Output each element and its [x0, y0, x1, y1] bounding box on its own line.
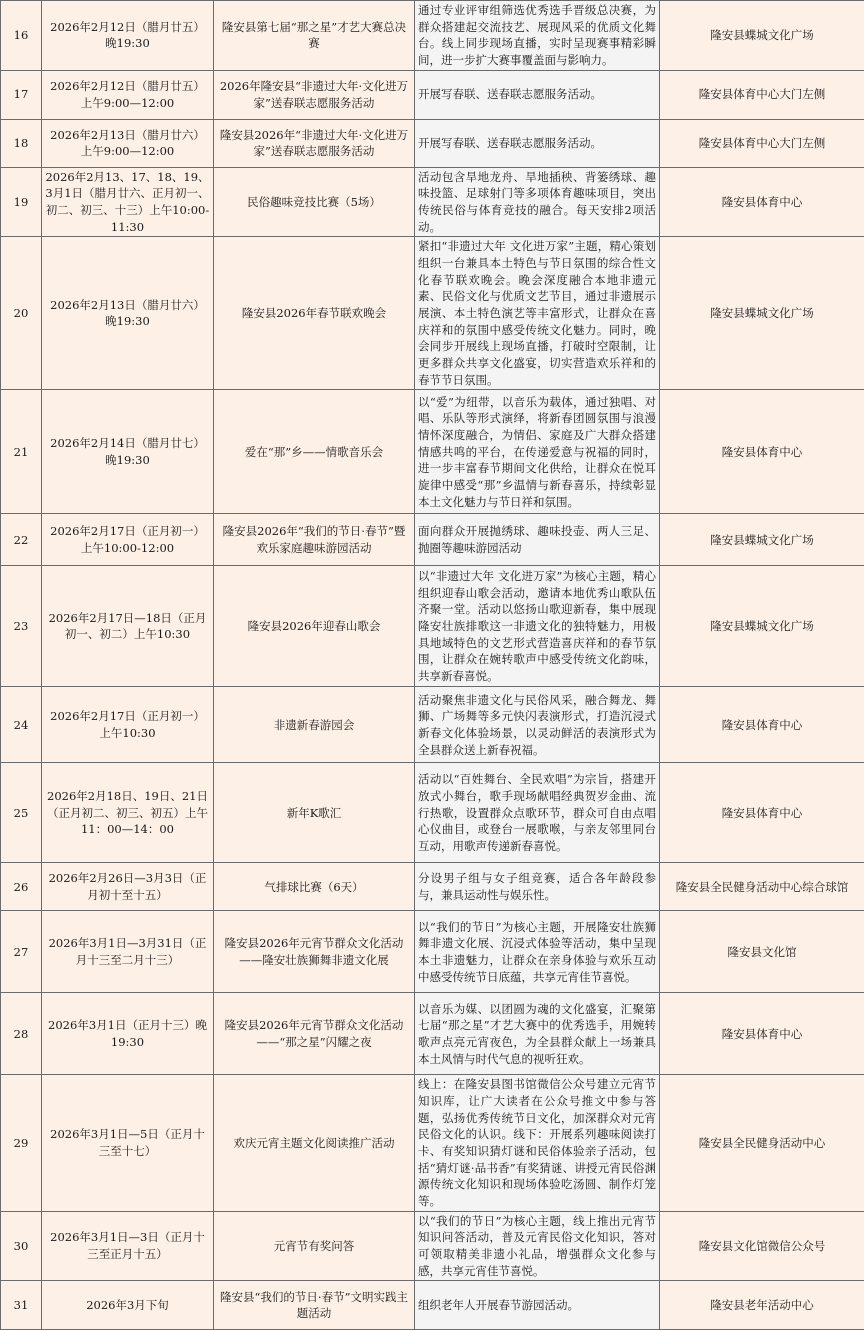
event-name: 隆安县2026年“非遗过大年·文化进万家”送春联志愿服务活动	[214, 119, 415, 167]
row-number: 30	[1, 1211, 42, 1281]
event-name: 新年K歌汇	[214, 763, 415, 863]
event-time: 2026年2月13日（腊月廿六）晚19:30	[42, 237, 214, 390]
event-venue: 隆安县体育中心大门左侧	[660, 70, 864, 119]
event-name: 隆安县2026年元宵节群众文化活动——隆安壮族狮舞非遗文化展	[214, 911, 415, 993]
event-venue: 隆安县体育中心	[660, 763, 864, 863]
event-time: 2026年3月下旬	[42, 1281, 214, 1330]
event-description: 分设男子组与女子组竞赛，适合各年龄段参与，兼具运动性与娱乐性。	[415, 863, 660, 911]
event-time: 2026年2月18日、19日、21日（正月初二、初三、初五）上午11：00—14：00	[42, 763, 214, 863]
row-number: 23	[1, 566, 42, 687]
event-name: 隆安县2026年迎春山歌会	[214, 566, 415, 687]
event-description: 开展写春联、送春联志愿服务活动。	[415, 119, 660, 167]
event-name: 隆安县2026年元宵节群众文化活动——“那之星”闪耀之夜	[214, 993, 415, 1075]
row-number: 17	[1, 70, 42, 119]
event-time: 2026年2月17日（正月初一）上午10:30	[42, 687, 214, 763]
row-number: 25	[1, 763, 42, 863]
event-name: 欢庆元宵主题文化阅读推广活动	[214, 1075, 415, 1211]
event-venue: 隆安县老年活动中心	[660, 1281, 864, 1330]
event-venue: 隆安县文化馆微信公众号	[660, 1211, 864, 1281]
event-description: 通过专业评审组筛选优秀选手晋级总决赛，为群众搭建起交流技艺、展现风采的优质文化舞台。线上同步现场直播，实时呈现赛事精彩瞬间，进一步扩大赛事覆盖面与影响力。	[415, 1, 660, 71]
row-number: 26	[1, 863, 42, 911]
event-time: 2026年2月12日（腊月廿五）晚19:30	[42, 1, 214, 71]
event-venue: 隆安县体育中心	[660, 687, 864, 763]
event-description: 以“我们的节日”为核心主题，开展隆安壮族狮舞非遗文化展、沉浸式体验等活动，集中呈现本土非遗魅力，让群众在亲身体验与欢乐互动中感受传统节日底蕴，共享元宵佳节喜悦。	[415, 911, 660, 993]
event-description: 以“爱”为纽带，以音乐为载体，通过独唱、对唱、乐队等形式演绎，将新春团圆氛围与浪漫情怀深度融合，为情侣、家庭及广大群众搭建情感共鸣的平台，在传递爱意与祝福的同时，进一步丰富春节期间文化供给，让群众在悦耳旋律中感受“那”乡温情与新春喜乐，持续彰显本土文化魅力与节日祥和氛围。	[415, 390, 660, 514]
event-time: 2026年2月14日（腊月廿七）晚19:30	[42, 390, 214, 514]
table-row	[1, 119, 864, 167]
event-venue: 隆安县蝶城文化广场	[660, 237, 864, 390]
row-number: 21	[1, 390, 42, 514]
event-time: 2026年2月13日（腊月廿六）上午9:00—12:00	[42, 119, 214, 167]
event-name: 2026年隆安县“非遗过大年·文化进万家”送春联志愿服务活动	[214, 70, 415, 119]
table-row	[1, 763, 864, 863]
row-number: 16	[1, 1, 42, 71]
event-venue: 隆安县蝶城文化广场	[660, 566, 864, 687]
event-description: 活动以“百姓舞台、全民欢唱”为宗旨，搭建开放式小舞台，歌手现场献唱经典贺岁金曲、流行热歌，设置群众点歌环节，群众可自由点唱心仪曲目，或登台一展歌喉，与亲友邻里同台互动，用歌声传递新春喜悦。	[415, 763, 660, 863]
table-row	[1, 1, 864, 71]
event-description: 组织老年人开展春节游园活动。	[415, 1281, 660, 1330]
table-row	[1, 70, 864, 119]
event-time: 2026年2月26日—3月3日（正月初十至十五）	[42, 863, 214, 911]
row-number: 18	[1, 119, 42, 167]
event-name: 爱在“那”乡——情歌音乐会	[214, 390, 415, 514]
event-venue: 隆安县文化馆	[660, 911, 864, 993]
table-row	[1, 911, 864, 993]
event-time: 2026年2月17日（正月初一）上午10:00-12:00	[42, 514, 214, 566]
event-time: 2026年3月1日（正月十三）晚19:30	[42, 993, 214, 1075]
event-name: 隆安县2026年“我们的节日·春节”暨欢乐家庭趣味游园活动	[214, 514, 415, 566]
table-row	[1, 1075, 864, 1211]
row-number: 19	[1, 167, 42, 237]
row-number: 20	[1, 237, 42, 390]
event-venue: 隆安县体育中心	[660, 167, 864, 237]
event-name: 气排球比赛（6天）	[214, 863, 415, 911]
table-row	[1, 566, 864, 687]
table-row	[1, 167, 864, 237]
event-description: 活动包含旱地龙舟、旱地插秧、背篓绣球、趣味投篮、足球射门等多项体育趣味项目，突出传统民俗与体育竞技的融合。每天安排2项活动。	[415, 167, 660, 237]
event-name: 隆安县2026年春节联欢晚会	[214, 237, 415, 390]
event-venue: 隆安县全民健身活动中心	[660, 1075, 864, 1211]
event-venue: 隆安县蝶城文化广场	[660, 1, 864, 71]
table-row	[1, 687, 864, 763]
event-venue: 隆安县蝶城文化广场	[660, 514, 864, 566]
event-venue: 隆安县体育中心大门左侧	[660, 119, 864, 167]
table-row	[1, 863, 864, 911]
event-time: 2026年2月12日（腊月廿五）上午9:00—12:00	[42, 70, 214, 119]
table-row	[1, 1281, 864, 1330]
event-time: 2026年3月1日—3月31日（正月十三至二月十三）	[42, 911, 214, 993]
event-time: 2026年2月13、17、18、19、3月1日（腊月廿六、正月初一、初二、初三、十三）上午10:00-11:30	[42, 167, 214, 237]
event-description: 以“我们的节日”为核心主题，线上推出元宵节知识问答活动，普及元宵民俗文化知识，答对可领取精美非遗小礼品，增强群众文化参与感，共享元宵佳节喜悦。	[415, 1211, 660, 1281]
row-number: 31	[1, 1281, 42, 1330]
event-description: 线上：在隆安县图书馆微信公众号建立元宵节知识库，让广大读者在公众号推文中参与答题，弘扬优秀传统节日文化，加深群众对元宵民俗文化的认识。线下：开展系列趣味阅读打卡、有奖知识猜灯谜和民俗体验亲子活动，包括“猜灯谜·品书香”有奖猜谜、讲授元宵民俗渊源传统文化知识和现场体验吃汤圆、制作灯笼等。	[415, 1075, 660, 1211]
event-description: 开展写春联、送春联志愿服务活动。	[415, 70, 660, 119]
row-number: 28	[1, 993, 42, 1075]
row-number: 29	[1, 1075, 42, 1211]
event-name: 隆安县第七届“那之星”才艺大赛总决赛	[214, 1, 415, 71]
event-venue: 隆安县体育中心	[660, 993, 864, 1075]
row-number: 27	[1, 911, 42, 993]
row-number: 22	[1, 514, 42, 566]
event-description: 面向群众开展抛绣球、趣味投壶、两人三足、抛圈等趣味游园活动	[415, 514, 660, 566]
event-venue: 隆安县体育中心	[660, 390, 864, 514]
table-row	[1, 514, 864, 566]
table-row	[1, 390, 864, 514]
event-name: 民俗趣味竞技比赛（5场）	[214, 167, 415, 237]
table-row	[1, 1211, 864, 1281]
event-description: 紧扣“非遗过大年 文化进万家”主题，精心策划组织一台兼具本土特色与节日氛围的综合性文化春节联欢晚会。晚会深度融合本地非遗元素、民俗文化与优质文艺节目，通过非遗展示展演、本土特色演艺等丰富形式，让群众在喜庆祥和的氛围中感受传统文化魅力。同时，晚会同步开展线上现场直播，打破时空限制，让更多群众共享文化盛宴，切实营造欢乐祥和的春节节日氛围。	[415, 237, 660, 390]
event-description: 以“非遗过大年 文化进万家”为核心主题，精心组织迎春山歌会活动，邀请本地优秀山歌队伍齐聚一堂。活动以悠扬山歌迎新春，集中展现隆安壮族排歌这一非遗文化的独特魅力，用极具地域特色的文艺形式营造喜庆祥和的春节氛围，让群众在婉转歌声中感受传统文化韵味，共享新春喜悦。	[415, 566, 660, 687]
row-number: 24	[1, 687, 42, 763]
event-name: 非遗新春游园会	[214, 687, 415, 763]
event-description: 以音乐为媒、以团圆为魂的文化盛宴，汇聚第七届“那之星”才艺大赛中的优秀选手，用婉转歌声点亮元宵夜色，为全县群众献上一场兼具本土风情与时代气息的视听狂欢。	[415, 993, 660, 1075]
event-time: 2026年3月1日—3日（正月十三至正月十五）	[42, 1211, 214, 1281]
event-venue: 隆安县全民健身活动中心综合球馆	[660, 863, 864, 911]
table-row	[1, 237, 864, 390]
event-name: 元宵节有奖问答	[214, 1211, 415, 1281]
event-time: 2026年2月17日—18日（正月初一、初二）上午10:30	[42, 566, 214, 687]
event-time: 2026年3月1日—5日（正月十三至十七）	[42, 1075, 214, 1211]
table-row	[1, 993, 864, 1075]
event-description: 活动聚焦非遗文化与民俗风采，融合舞龙、舞狮、广场舞等多元快闪表演形式，打造沉浸式新春文化体验场景，以灵动鲜活的表演形式为全县群众送上新春祝福。	[415, 687, 660, 763]
event-name: 隆安县“我们的节日·春节”文明实践主题活动	[214, 1281, 415, 1330]
